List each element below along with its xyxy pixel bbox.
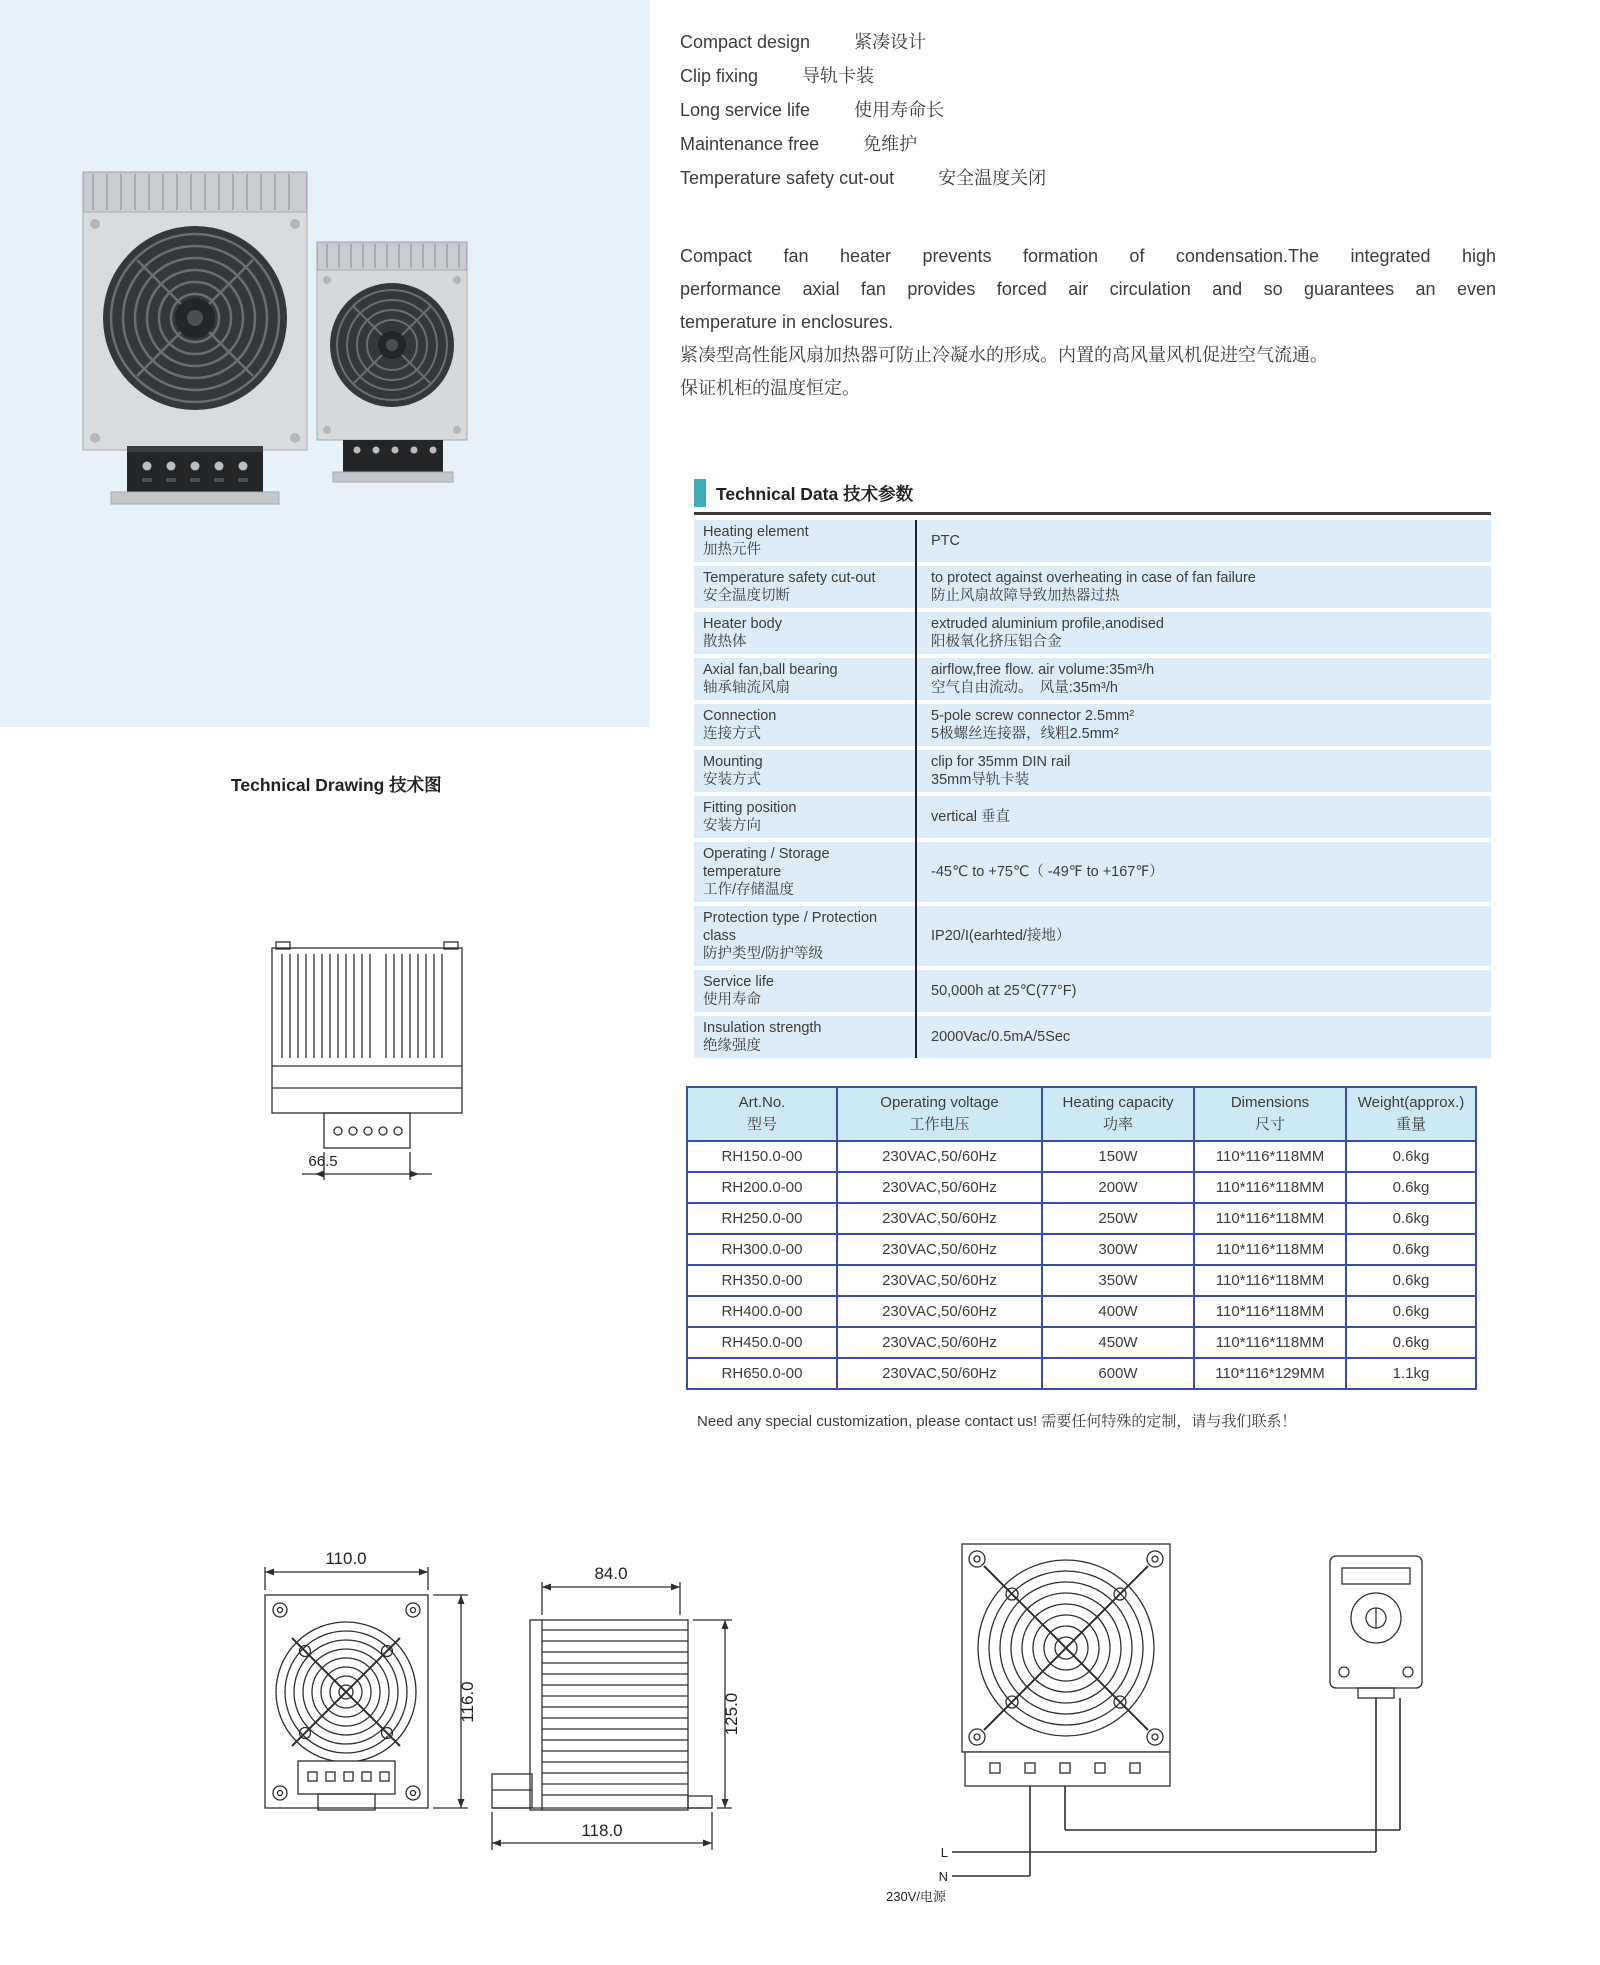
feature-label-zh: 安全温度关闭: [938, 168, 1047, 188]
tech-row: [694, 970, 1491, 1012]
product-table: [686, 1086, 1477, 1390]
table-row: RH450.0-00 230VAC,50/60Hz 450W 110*116*118MM 0.6kg: [687, 1327, 1476, 1358]
tech-label-zh: 工作/存储温度: [703, 882, 795, 898]
tech-value: 50,000h at 25℃(77°F): [931, 983, 1077, 999]
table-row: RH350.0-00 230VAC,50/60Hz 350W 110*116*118MM 0.6kg: [687, 1265, 1476, 1296]
table-header-row: [687, 1087, 1476, 1141]
tech-label-en: Fitting position: [703, 800, 797, 816]
drawing-profile-view: [262, 938, 472, 1188]
col-header-en: Operating voltage: [880, 1094, 999, 1111]
tech-label-zh: 安装方式: [703, 772, 761, 788]
tech-value-2: 35mm导轨卡装: [931, 772, 1030, 788]
col-header-zh: 功率: [1102, 1116, 1133, 1133]
dim-front-width: 110.0: [325, 1549, 367, 1568]
tech-label-zh: 使用寿命: [703, 992, 761, 1008]
technical-drawing-title: Technical Drawing 技术图: [231, 775, 442, 795]
feature-item: [680, 93, 1046, 127]
tech-value-2: 阳极氧化挤压铝合金: [931, 634, 1062, 650]
technical-drawings: [240, 1520, 1500, 1940]
tech-value-2: 空气自由流动。 风量:35m³/h: [931, 680, 1118, 696]
tech-value: -45℃ to +75℃（ -49℉ to +167℉）: [931, 864, 1164, 880]
tech-row: [694, 520, 1491, 562]
product-description: [680, 240, 1496, 405]
wire-label-n: N: [938, 1869, 948, 1884]
product-photo: [55, 150, 485, 510]
tech-value: clip for 35mm DIN rail: [931, 754, 1071, 770]
tech-row: [694, 796, 1491, 838]
tech-label-en: Service life: [703, 974, 774, 990]
tech-label-en: Insulation strength: [703, 1020, 822, 1036]
tech-label-zh: 绝缘强度: [703, 1038, 761, 1054]
tech-value-2: 防止风扇故障导致加热器过热: [931, 588, 1120, 604]
feature-label-en: Clip fixing: [680, 66, 759, 86]
tech-value: 2000Vac/0.5mA/5Sec: [931, 1029, 1071, 1045]
table-divider-line: [915, 520, 917, 1058]
customization-note: Need any special customization, please contact us! 需要任何特殊的定制，请与我们联系！: [697, 1413, 1297, 1430]
technical-data-section: [694, 479, 1491, 1062]
feature-label-en: Compact design: [680, 32, 811, 52]
tech-label-en: Operating / Storage temperature: [703, 846, 830, 880]
feature-label-zh: 免维护: [863, 134, 918, 154]
accent-bar: [694, 479, 706, 507]
feature-label-zh: 紧凑设计: [854, 32, 927, 52]
feature-list: [680, 25, 1046, 195]
col-header-en: Art.No.: [738, 1094, 786, 1111]
tech-row: [694, 704, 1491, 746]
tech-label-en: Axial fan,ball bearing: [703, 662, 838, 678]
description-line-zh: 保证机柜的温度恒定。: [680, 378, 860, 398]
col-header-en: Heating capacity: [1062, 1094, 1174, 1111]
tech-label-zh: 散热体: [703, 634, 747, 650]
technical-data-table: [694, 520, 1491, 1062]
tech-label-en: Temperature safety cut-out: [703, 570, 876, 586]
tech-row: [694, 906, 1491, 966]
description-line: temperature in enclosures.: [680, 312, 894, 332]
tech-value: airflow,free flow. air volume:35m³/h: [931, 662, 1155, 678]
wire-label-l: L: [940, 1845, 948, 1860]
heater-large: [83, 172, 307, 504]
description-line: Compact fan heater prevents formation of condensation.The integrated high: [680, 246, 1496, 266]
col-header-en: Weight(approx.): [1357, 1094, 1465, 1111]
table-row: RH400.0-00 230VAC,50/60Hz 400W 110*116*118MM 0.6kg: [687, 1296, 1476, 1327]
feature-label-en: Long service life: [680, 100, 811, 120]
tech-label-zh: 加热元件: [703, 542, 761, 558]
feature-label-en: Temperature safety cut-out: [680, 168, 895, 188]
tech-label-zh: 安装方向: [703, 818, 761, 834]
feature-item: [680, 25, 1046, 59]
tech-label-en: Heater body: [703, 616, 782, 632]
tech-label-en: Mounting: [703, 754, 763, 770]
table-row: RH150.0-00 230VAC,50/60Hz 150W 110*116*118MM 0.6kg: [687, 1141, 1476, 1172]
technical-data-title: Technical Data 技术参数: [716, 483, 914, 504]
tech-label-zh: 防护类型/防护等级: [703, 946, 824, 962]
dim-profile-width: 66.5: [308, 1153, 338, 1170]
dim-side-width: 84.0: [594, 1564, 628, 1583]
dim-front-height: 116.0: [458, 1681, 477, 1723]
feature-label-zh: 使用寿命长: [854, 100, 945, 120]
tech-value: to protect against overheating in case of fan failure: [931, 570, 1256, 586]
tech-value: extruded aluminium profile,anodised: [931, 616, 1164, 632]
feature-label-zh: 导轨卡装: [802, 66, 875, 86]
tech-row: [694, 1016, 1491, 1058]
technical-data-header: [694, 479, 1491, 515]
tech-label-zh: 连接方式: [703, 726, 761, 742]
tech-label-en: Protection type / Protection class: [703, 910, 878, 944]
col-header-zh: 工作电压: [909, 1116, 970, 1133]
feature-item: [680, 127, 1046, 161]
feature-label-en: Maintenance free: [680, 134, 820, 154]
tech-label-en: Connection: [703, 708, 777, 724]
drawing-wiring-diagram: [952, 1544, 1422, 1876]
feature-item: [680, 59, 1046, 93]
col-header-zh: 尺寸: [1254, 1116, 1285, 1133]
tech-value-2: 5极螺丝连接器，线粗2.5mm²: [931, 726, 1119, 742]
tech-row: [694, 612, 1491, 654]
tech-label-en: Heating element: [703, 524, 809, 540]
tech-value: IP20/I(earhted/接地）: [931, 928, 1071, 944]
tech-row: [694, 842, 1491, 902]
tech-label-zh: 安全温度切断: [703, 588, 790, 604]
feature-item: [680, 161, 1046, 195]
tech-row: [694, 658, 1491, 700]
tech-value: 5-pole screw connector 2.5mm²: [931, 708, 1135, 724]
supply-label: 230V/电源: [886, 1889, 946, 1904]
heater-small: [317, 242, 467, 482]
description-line: performance axial fan provides forced air circulation and so guarantees an even: [680, 279, 1496, 299]
col-header-zh: 型号: [746, 1116, 777, 1133]
tech-label-zh: 轴承轴流风扇: [703, 680, 790, 696]
tech-row: [694, 566, 1491, 608]
tech-value: vertical 垂直: [931, 809, 1010, 825]
drawing-side-view: [492, 1582, 732, 1850]
dim-side-base: 118.0: [581, 1821, 623, 1840]
col-header-en: Dimensions: [1230, 1094, 1310, 1111]
tech-value: PTC: [931, 533, 960, 549]
product-table-section: [686, 1086, 1477, 1390]
table-row: RH650.0-00 230VAC,50/60Hz 600W 110*116*129MM 1.1kg: [687, 1358, 1476, 1389]
table-row: RH250.0-00 230VAC,50/60Hz 250W 110*116*118MM 0.6kg: [687, 1203, 1476, 1234]
tech-row: [694, 750, 1491, 792]
description-line-zh: 紧凑型高性能风扇加热器可防止冷凝水的形成。内置的高风量风机促进空气流通。: [680, 345, 1328, 365]
table-row: RH300.0-00 230VAC,50/60Hz 300W 110*116*118MM 0.6kg: [687, 1234, 1476, 1265]
drawing-front-view: [265, 1567, 468, 1810]
col-header-zh: 重量: [1395, 1116, 1426, 1133]
dim-side-height: 125.0: [722, 1692, 741, 1736]
table-row: RH200.0-00 230VAC,50/60Hz 200W 110*116*118MM 0.6kg: [687, 1172, 1476, 1203]
